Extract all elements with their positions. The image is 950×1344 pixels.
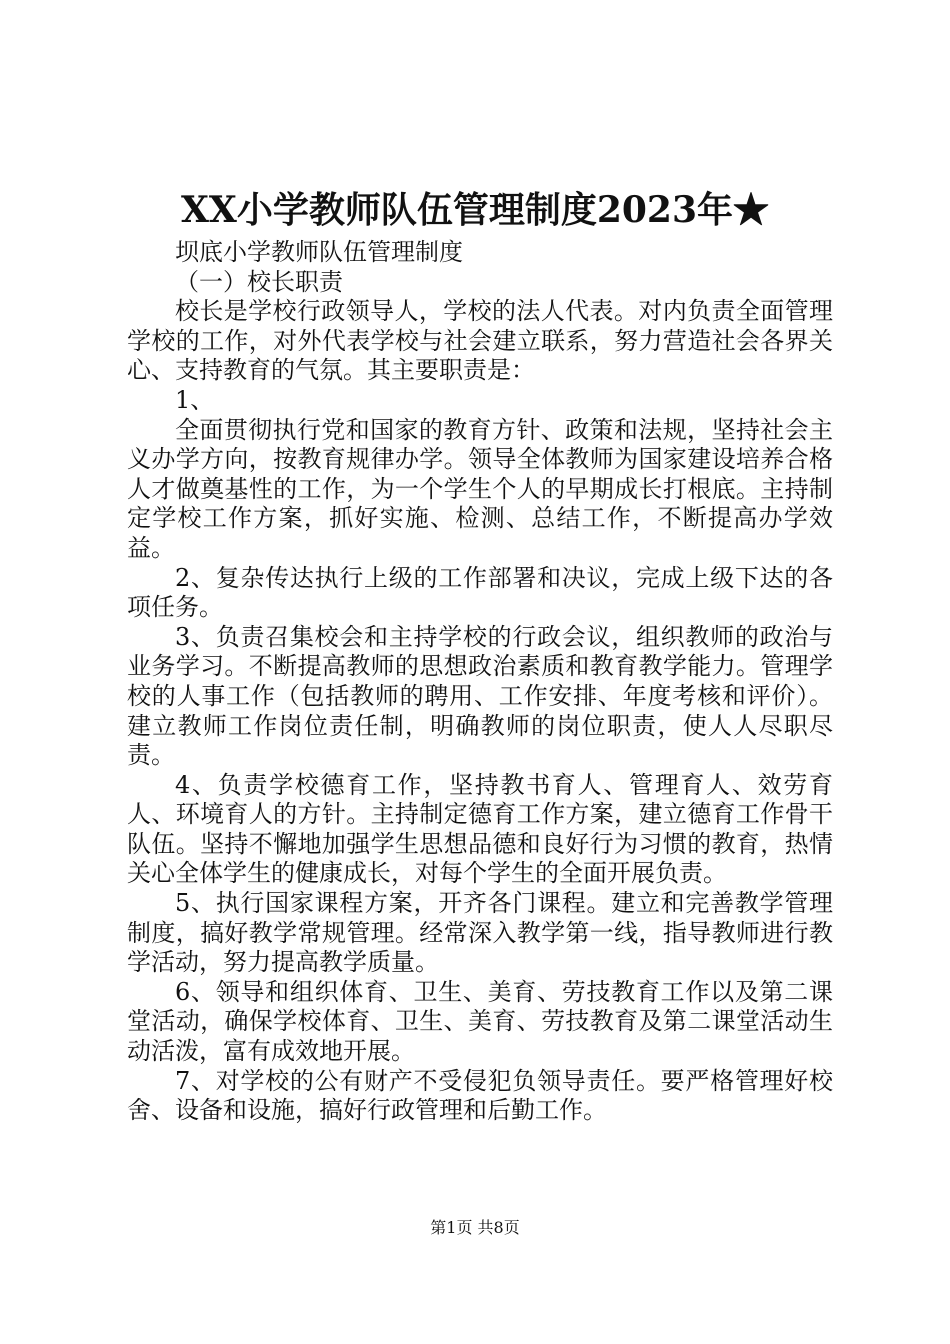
list-item: 6、领导和组织体育、卫生、美育、劳技教育工作以及第二课堂活动，确保学校体育、卫生、美育、劳技教育及第二课堂活动生动活泼，富有成效地开展。 <box>127 977 833 1066</box>
document-title: XX小学教师队伍管理制度2023年★ <box>180 189 770 231</box>
list-item: 7、对学校的公有财产不受侵犯负领导责任。要严格管理好校舍、设备和设施，搞好行政管理和后勤工作。 <box>127 1066 833 1125</box>
body-paragraph: 校长是学校行政领导人，学校的法人代表。对内负责全面管理学校的工作，对外代表学校与社会建立联系，努力营造社会各界关心、支持教育的气氛。其主要职责是： <box>127 297 833 385</box>
page-footer: 第1页 共8页 <box>430 1218 520 1237</box>
subtitle-paragraph: 坝底小学教师队伍管理制度 <box>175 238 463 266</box>
list-item: 4、负责学校德育工作，坚持教书育人、管理育人、效劳育人、环境育人的方针。主持制定德育工作方案，建立德育工作骨干队伍。坚持不懈地加强学生思想品德和良好行为习惯的教育，热情关心全体学生的健康成长，对每个学生的全面开展负责。 <box>127 770 833 888</box>
section-heading: （一）校长职责 <box>175 267 343 296</box>
document-body <box>127 238 833 1126</box>
body-paragraph: 全面贯彻执行党和国家的教育方针、政策和法规，坚持社会主义办学方向，按教育规律办学。领导全体教师为国家建设培养合格人才做奠基性的工作，为一个学生个人的早期成长打根底。主持制定学校工作方案，抓好实施、检测、总结工作，不断提高办学效益。 <box>127 415 833 562</box>
list-item: 2、复杂传达执行上级的工作部署和决议，完成上级下达的各项任务。 <box>127 563 833 622</box>
list-number: 1、 <box>175 385 215 414</box>
list-item: 3、负责召集校会和主持学校的行政会议，组织教师的政治与业务学习。不断提高教师的思想政治素质和教育教学能力。管理学校的人事工作（包括教师的聘用、工作安排、年度考核和评价）。建立教师工作岗位责任制，明确教师的岗位职责，使人人尽职尽责。 <box>127 622 833 770</box>
list-item: 5、执行国家课程方案，开齐各门课程。建立和完善教学管理制度，搞好教学常规管理。经常深入教学第一线，指导教师进行教学活动，努力提高教学质量。 <box>127 889 833 977</box>
